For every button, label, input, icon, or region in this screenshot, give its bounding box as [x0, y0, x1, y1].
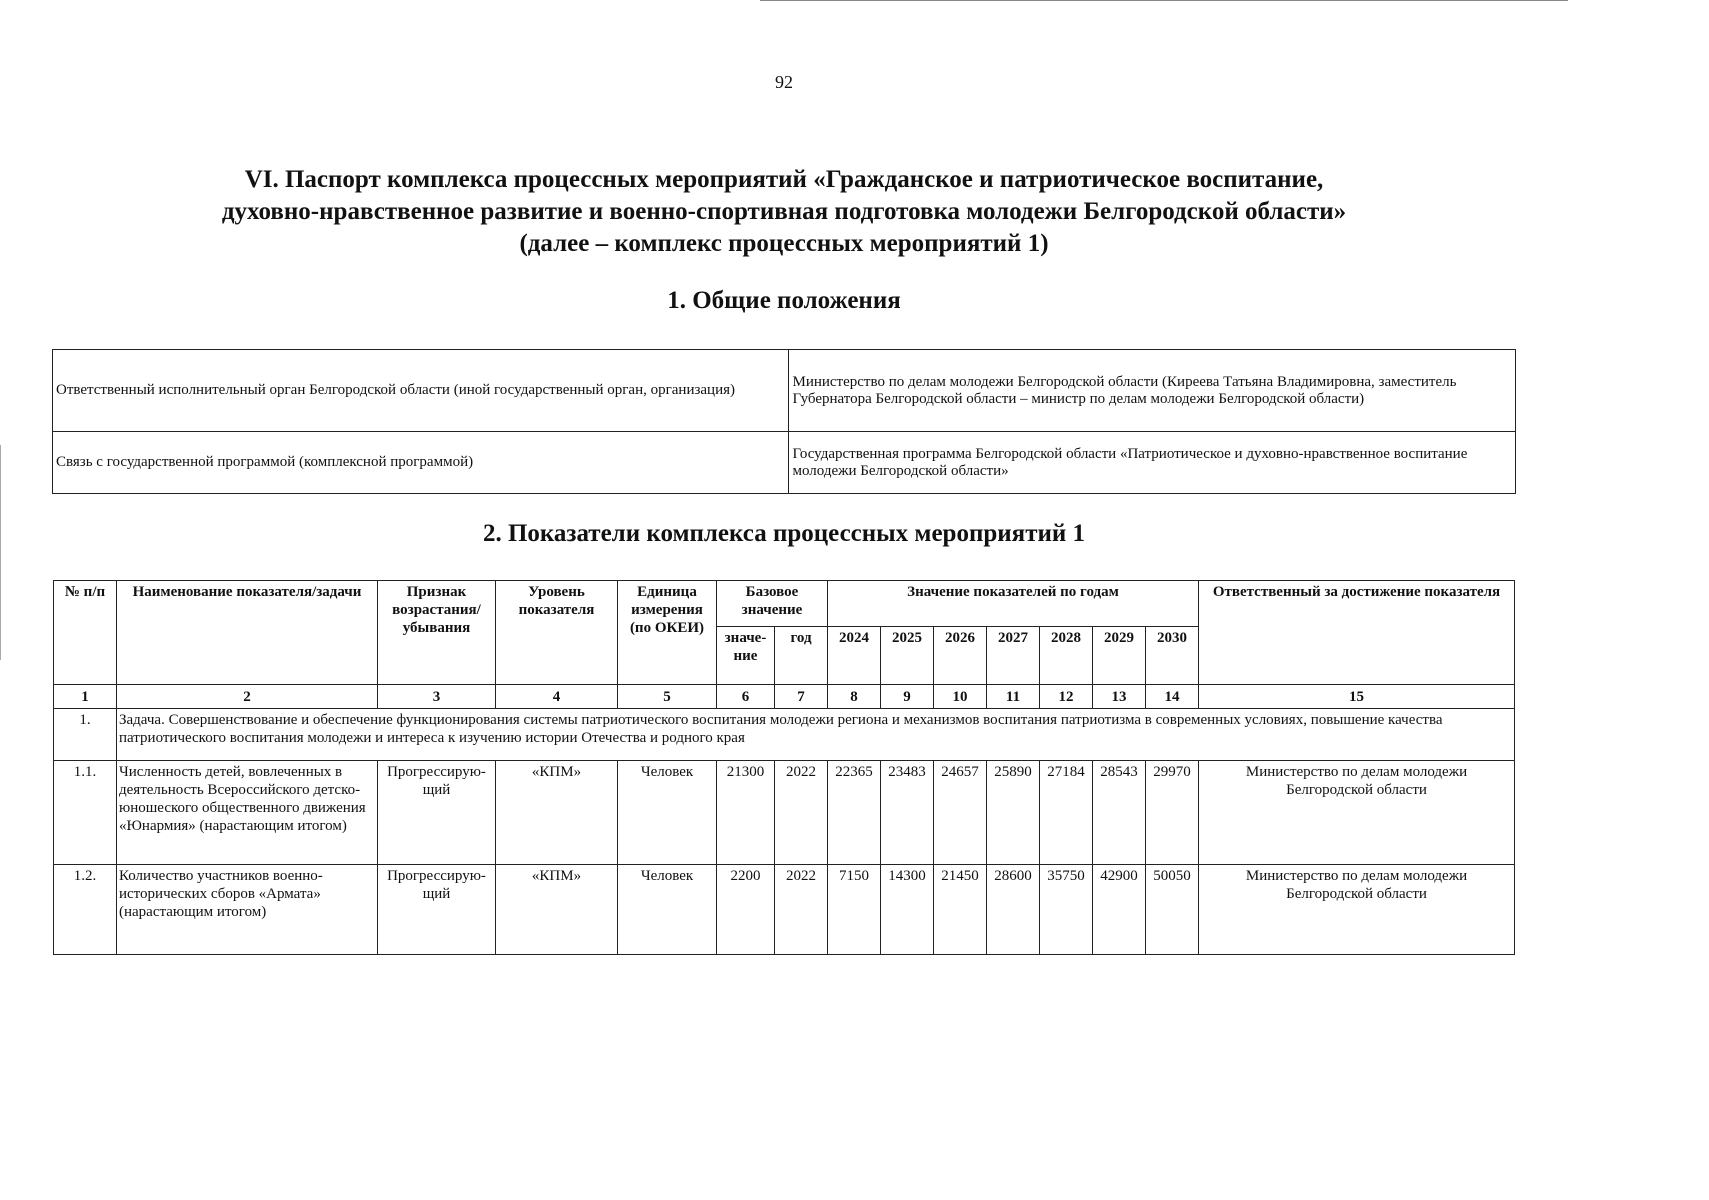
row-unit: Человек [618, 865, 717, 955]
header-base: Базовое значение [717, 581, 828, 627]
page-number: 92 [775, 72, 793, 92]
header-year: 2030 [1146, 627, 1199, 685]
row-year-value: 21450 [934, 865, 987, 955]
general-row [53, 432, 1516, 494]
row-year-value: 22365 [828, 761, 881, 865]
row-year-value: 23483 [881, 761, 934, 865]
row-base-year: 2022 [775, 761, 828, 865]
header-level: Уровень показателя [496, 581, 618, 685]
indicator-row [54, 865, 1515, 955]
indicators-table [53, 580, 1515, 955]
column-number: 12 [1040, 685, 1093, 709]
column-number: 10 [934, 685, 987, 709]
column-number: 7 [775, 685, 828, 709]
top-scan-line [760, 0, 1568, 1]
header-unit: Единица измерения (по ОКЕИ) [618, 581, 717, 685]
column-number: 2 [117, 685, 378, 709]
row-base-value: 21300 [717, 761, 775, 865]
column-number: 5 [618, 685, 717, 709]
row-name: Количество участников военно-исторических сборов «Армата» (нарастающим итогом) [117, 865, 378, 955]
row-base-value: 2200 [717, 865, 775, 955]
column-number: 15 [1199, 685, 1515, 709]
header-year: 2029 [1093, 627, 1146, 685]
header-base-value: значе-ние [717, 627, 775, 685]
row-year-value: 35750 [1040, 865, 1093, 955]
row-year-value: 14300 [881, 865, 934, 955]
row-year-value: 27184 [1040, 761, 1093, 865]
column-number: 9 [881, 685, 934, 709]
column-number: 1 [54, 685, 117, 709]
row-level: «КПМ» [496, 865, 618, 955]
title-line: (далее – комплекс процессных мероприятий 1) [519, 230, 1049, 257]
indicator-row [54, 761, 1515, 865]
header-year: 2027 [987, 627, 1040, 685]
general-row [53, 350, 1516, 432]
row-sign: Прогрессирую-щий [378, 865, 496, 955]
header-num: № п/п [54, 581, 117, 685]
row-name: Численность детей, вовлеченных в деятельность Всероссийского детско-юношеского общественного движения «Юнармия» (нарастающим итогом) [117, 761, 378, 865]
side-scan-line [0, 445, 1, 660]
title-line: духовно-нравственное развитие и военно-спортивная подготовка молодежи Белгородской области» [221, 198, 1347, 225]
general-value: Министерство по делам молодежи Белгородской области (Киреева Татьяна Владимировна, заместитель Губернатора Белгородской области – министр по делам молодежи Белгородской области) [789, 350, 1516, 432]
header-year: 2025 [881, 627, 934, 685]
column-number: 4 [496, 685, 618, 709]
column-number: 13 [1093, 685, 1146, 709]
row-year-value: 7150 [828, 865, 881, 955]
column-number: 8 [828, 685, 881, 709]
column-number: 6 [717, 685, 775, 709]
row-year-value: 28543 [1093, 761, 1146, 865]
row-num: 1.1. [54, 761, 117, 865]
general-label: Связь с государственной программой (комплексной программой) [53, 432, 789, 494]
header-base-year: год [775, 627, 828, 685]
task-num: 1. [54, 709, 117, 761]
row-year-value: 42900 [1093, 865, 1146, 955]
column-number: 3 [378, 685, 496, 709]
header-row [54, 581, 1515, 627]
task-text: Задача. Совершенствование и обеспечение функционирования системы патриотического воспитания молодежи региона и механизмов воспитания патриотизма в современных условиях, повышение качества патриотического воспитания молодежи и интереса к изучению истории Отечества и родного края [117, 709, 1515, 761]
task-row [54, 709, 1515, 761]
header-name: Наименование показателя/задачи [117, 581, 378, 685]
row-year-value: 25890 [987, 761, 1040, 865]
header-year: 2026 [934, 627, 987, 685]
row-year-value: 28600 [987, 865, 1040, 955]
row-responsible: Министерство по делам молодежи Белгородской области [1199, 761, 1515, 865]
row-level: «КПМ» [496, 761, 618, 865]
header-responsible: Ответственный за достижение показателя [1199, 581, 1515, 685]
row-unit: Человек [618, 761, 717, 865]
general-provisions-table [52, 349, 1516, 494]
general-label: Ответственный исполнительный орган Белгородской области (иной государственный орган, организация) [53, 350, 789, 432]
document-title [100, 164, 1468, 260]
row-year-value: 29970 [1146, 761, 1199, 865]
row-num: 1.2. [54, 865, 117, 955]
row-base-year: 2022 [775, 865, 828, 955]
column-number-row [54, 685, 1515, 709]
row-year-value: 24657 [934, 761, 987, 865]
row-sign: Прогрессирую-щий [378, 761, 496, 865]
header-year: 2024 [828, 627, 881, 685]
header-years-group: Значение показателей по годам [828, 581, 1199, 627]
row-year-value: 50050 [1146, 865, 1199, 955]
column-number: 11 [987, 685, 1040, 709]
section2-title: 2. Показатели комплекса процессных мероприятий 1 [482, 520, 1086, 547]
header-sign: Признак возрастания/ убывания [378, 581, 496, 685]
general-value: Государственная программа Белгородской области «Патриотическое и духовно-нравственное воспитание молодежи Белгородской области» [789, 432, 1516, 494]
row-responsible: Министерство по делам молодежи Белгородской области [1199, 865, 1515, 955]
section1-title: 1. Общие положения [667, 287, 901, 314]
header-year: 2028 [1040, 627, 1093, 685]
column-number: 14 [1146, 685, 1199, 709]
title-line: VI. Паспорт комплекса процессных мероприятий «Гражданское и патриотическое воспитание, [244, 166, 1324, 193]
